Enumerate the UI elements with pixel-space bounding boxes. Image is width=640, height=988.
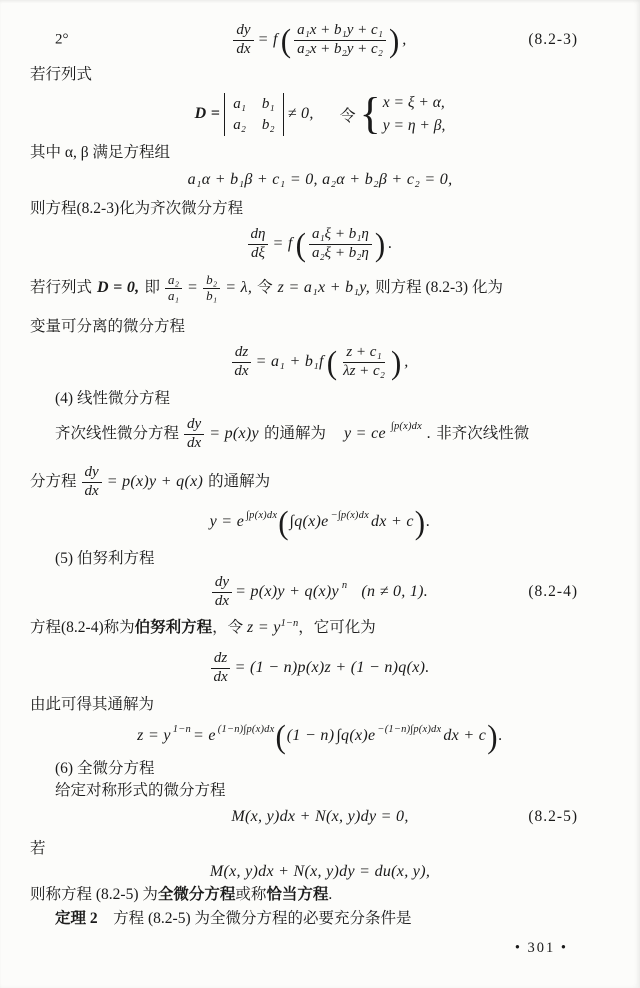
para-if: 若 (30, 840, 46, 857)
close-paren: ) (487, 717, 498, 755)
close-paren: ) (414, 503, 426, 541)
frac-numerator: dy (212, 574, 232, 592)
fraction-dy-dx (233, 22, 253, 58)
equation-general-solution (0, 716, 640, 756)
y-equals-e: y = e (209, 513, 245, 530)
text-or-called: 或称 (235, 886, 267, 903)
frac-numerator: dy (233, 22, 253, 40)
not-equal-zero: ≠ 0, (287, 105, 314, 122)
frac-denominator: a₂x + b₂y + c₂ (297, 40, 383, 57)
solution-y-ce: y = ce (343, 425, 386, 443)
exponent-1-n-integral: (1−n)∫p(x)dx (217, 723, 275, 735)
text-it-becomes: ，它可化为 (298, 619, 376, 637)
equals-pxy: = p(x)y (209, 425, 259, 443)
text-let: ，令 (212, 619, 248, 637)
equals-pxy-qx: = p(x)y + q(x) (106, 473, 204, 491)
para-homogeneous-linear (55, 410, 620, 458)
det-a1: a₁ (233, 95, 246, 112)
frac-denominator: dx (214, 592, 230, 609)
frac-denominator: dx (213, 668, 228, 685)
para-nonhomogeneous-continued (30, 458, 610, 506)
exponent-neg-1-n-integral: −(1−n)∫p(x)dx (377, 723, 442, 735)
condition-n: (n ≠ 0, 1). (361, 583, 429, 600)
equation-tag-824: (8.2-4) (528, 583, 578, 600)
para-bernoulli-named (30, 616, 610, 640)
frac-denominator: dξ (251, 244, 265, 261)
open-paren: ( (295, 225, 306, 263)
close-paren: ) (374, 225, 386, 263)
para-then-homogeneous: 则方程(8.2-3)化为齐次微分方程 (30, 200, 244, 217)
text-bernoulli-bold: 伯努利方程 (134, 619, 213, 637)
frac-numerator: a₁x + b₁y + c₁ (294, 22, 386, 40)
text-general-solution-is: 的通解为 (263, 424, 326, 442)
fraction-dz-dx (210, 650, 230, 686)
equals-f: = f (257, 31, 278, 48)
equals-transformed-rhs: = (1 − n)p(x)z + (1 − n)q(x). (234, 659, 430, 676)
equals-expression: = a₁ + b₁f (255, 353, 324, 370)
open-paren: ( (278, 503, 289, 541)
dx-plus-c: dx + c (443, 727, 487, 744)
fraction-dz-dx (231, 344, 251, 380)
equation-8-2-3 (0, 16, 640, 64)
frac-numerator: b₂ (203, 273, 220, 288)
exponent-integral: ∫p(x)dx (390, 421, 422, 433)
equation-end: . (426, 513, 431, 530)
exponent-1-n: 1−n (280, 618, 299, 629)
heading-section-4: (4) 线性微分方程 (55, 390, 170, 407)
system-equations: a₁α + b₁β + c₁ = 0, a₂α + b₂β + c₂ = 0, (187, 171, 453, 188)
det-b2: b₂ (261, 116, 275, 133)
frac-numerator: dz (211, 650, 230, 668)
frac-numerator: a₁ξ + b₁η (309, 226, 372, 244)
fraction-dy-dx (212, 574, 232, 610)
theorem-2-label: 定理 2 (55, 910, 98, 927)
para-from-this: 由此可得其通解为 (30, 696, 155, 713)
equation-transformed-bernoulli (0, 644, 640, 692)
dx-plus-c: dx + c (370, 513, 414, 530)
equals-bernoulli-rhs: = p(x)y + q(x)y (235, 583, 339, 600)
text-nonhomogeneous-linear: 非齐次线性微 (436, 424, 530, 442)
heading-section-5: (5) 伯努利方程 (55, 550, 155, 567)
determinant-line (0, 86, 640, 142)
equation-eta-xi (0, 220, 640, 268)
frac-numerator: dy (184, 416, 204, 434)
text-exact-equation-bold: 恰当方程 (266, 886, 329, 903)
frac-denominator: dx (236, 40, 251, 57)
fraction-argument (340, 344, 388, 380)
text-total-differential-bold: 全微分方程 (157, 886, 236, 903)
open-paren: ( (326, 343, 338, 381)
close-paren: ) (390, 343, 402, 381)
equals-e: = e (192, 727, 216, 744)
frac-denominator: dx (234, 362, 249, 379)
frac-denominator: a₁ (168, 287, 180, 303)
text-then-called: 则称方程 (8.2-5) 为 (30, 886, 158, 903)
fraction-dy-dx (82, 464, 102, 500)
fraction-argument (294, 22, 386, 58)
mdx-ndy-zero: M(x, y)dx + N(x, y)dy = 0, (231, 808, 409, 825)
frac-numerator: a₂ (165, 273, 182, 288)
para-given-symmetric: 给定对称形式的微分方程 (55, 782, 226, 799)
frac-numerator: dη (248, 226, 269, 244)
exponent-n: n (341, 579, 348, 591)
exponent-1-n: 1−n (172, 723, 191, 735)
factor-1-n: (1 − n) (286, 727, 335, 744)
det-b1: b₁ (261, 95, 275, 112)
text-if-determinant: 若行列式 (30, 278, 93, 296)
text-then-equation-becomes: 则方程 (8.2-3) 化为 (375, 278, 503, 296)
equation-tag-825: (8.2-5) (528, 808, 578, 825)
frac-denominator: dx (84, 482, 99, 499)
fraction-dy-dx (184, 416, 204, 452)
frac-denominator: b₁ (206, 287, 218, 303)
equation-8-2-4 (0, 568, 640, 616)
fraction-a2-a1 (165, 273, 182, 303)
para-exact-equation-named (30, 884, 610, 906)
open-paren: ( (280, 21, 292, 59)
z-equals-y: z = y (247, 619, 281, 637)
frac-denominator: a₂ξ + b₂η (311, 244, 369, 261)
text-period: . (328, 886, 333, 903)
text-homogeneous-linear-ode: 齐次线性微分方程 (55, 424, 180, 442)
period: . (426, 425, 432, 443)
equals-lambda: = λ, (225, 279, 253, 297)
equation-linear-solution (0, 502, 640, 542)
text-that-is: 即 (144, 278, 161, 296)
equation-total-differential: M(x, y)dx + N(x, y)dy = du(x, y), (209, 863, 431, 880)
equation-dz-dx (0, 338, 640, 386)
equation-end: . (388, 235, 393, 252)
equals-f: = f (272, 235, 293, 252)
frac-numerator: z + c₁ (343, 344, 384, 362)
determinant-lead: D = (194, 105, 221, 122)
fraction-deta-dxi (248, 226, 269, 262)
fraction-argument (309, 226, 372, 262)
let-label: 令 (257, 278, 273, 296)
equation-end: , (404, 353, 409, 370)
frac-denominator: λz + c₂ (343, 362, 385, 379)
let-label: 令 (339, 107, 356, 125)
equals-sign: = (187, 279, 199, 297)
z-substitution: z = a₁x + b₁y, (277, 279, 371, 297)
theorem-2-statement: 方程 (8.2-5) 为全微分方程的必要充分条件是 (97, 910, 412, 927)
para-where-alpha-beta: 其中 α, β 满足方程组 (30, 144, 171, 161)
equation-tag-823: (8.2-3) (528, 31, 578, 48)
frac-numerator: dy (82, 464, 102, 482)
integral-qx-e: ∫q(x)e (289, 513, 329, 530)
fraction-b2-b1 (203, 273, 220, 303)
equation-8-2-5 (0, 804, 640, 830)
determinant-matrix (224, 93, 283, 136)
z-equals-y: z = y (137, 727, 171, 744)
equation-end: . (498, 727, 503, 744)
para-determinant-zero (30, 264, 610, 312)
text-general-solution-is: 的通解为 (208, 472, 271, 490)
substitution-cases (359, 89, 446, 139)
heading-section-6: (6) 全微分方程 (55, 760, 155, 777)
case-row-2: y = η + β, (382, 116, 446, 134)
close-paren: ) (388, 21, 400, 59)
para-theorem-2 (55, 908, 610, 930)
exponent-integral: ∫p(x)dx (246, 509, 278, 521)
para-separable: 变量可分离的微分方程 (30, 318, 186, 335)
open-paren: ( (275, 717, 286, 755)
exponent-negative-integral: −∫p(x)dx (330, 509, 369, 521)
equation-end: , (402, 31, 407, 48)
case-row-1: x = ξ + α, (382, 94, 445, 112)
frac-numerator: dz (232, 344, 251, 362)
integral-qx-e: ∫q(x)e (336, 727, 376, 744)
text-equation-continued: 分方程 (30, 472, 77, 490)
frac-denominator: dx (187, 434, 202, 451)
case-label: 2° (55, 31, 69, 48)
text-equation-called: 方程(8.2-4)称为 (30, 619, 135, 637)
det-a2: a₂ (233, 116, 246, 133)
d-equals-zero: D = 0, (97, 279, 140, 297)
para-if-determinant: 若行列式 (30, 66, 93, 83)
page-number: • 301 • (514, 940, 568, 956)
left-brace: { (359, 89, 381, 139)
